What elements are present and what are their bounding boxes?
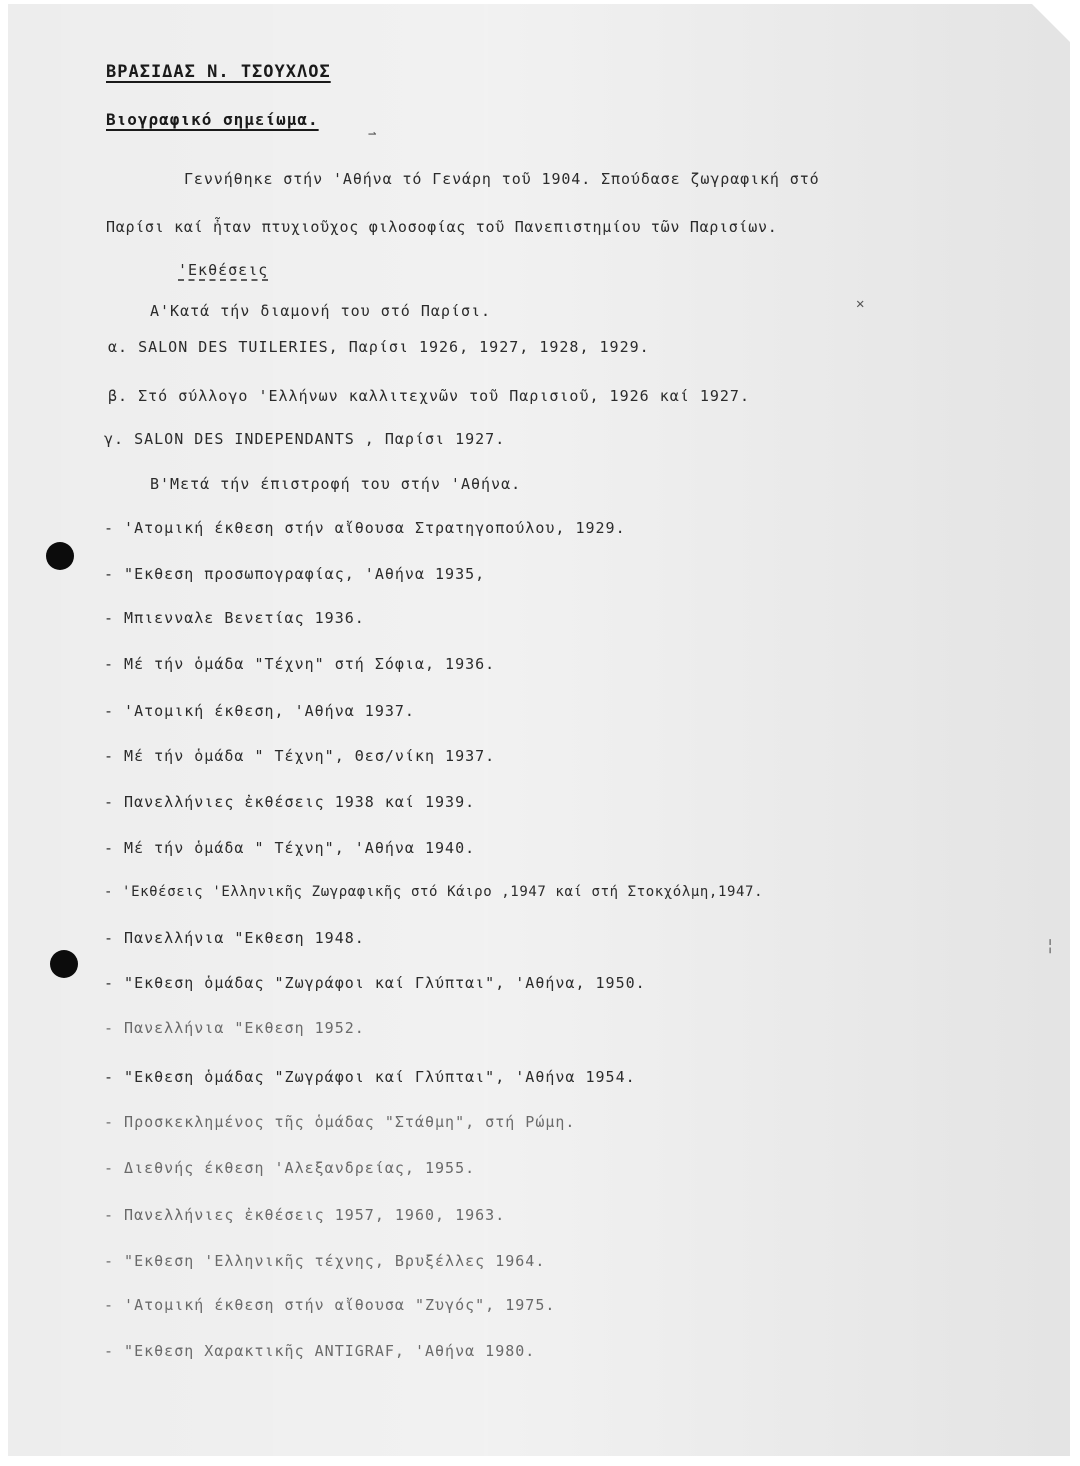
exhibition-item: - Πανελλήνια "Εκθεση 1952. — [104, 1019, 365, 1037]
section-a-heading: Α'Κατά τήν διαμονή του στό Παρίσι. — [150, 302, 492, 320]
exhibition-item: - "Εκθεση Χαρακτικῆς ANTIGRAF, 'Αθήνα 1980. — [104, 1342, 536, 1360]
exhibition-item: - "Εκθεση ὁμάδας "Ζωγράφοι καί Γλύπται", 'Αθήνα 1954. — [104, 1068, 636, 1086]
exhibition-item: - Μέ τήν ὁμάδα "Τέχνη" στή Σόφια, 1936. — [104, 655, 496, 673]
exhibition-item: - Διεθνής έκθεση 'Αλεξανδρείας, 1955. — [104, 1159, 476, 1177]
document-page — [8, 4, 1070, 1456]
bio-line-2: Παρίσι καί ἦταν πτυχιοῦχος φιλοσοφίας τοῦ Πανεπιστημίου τῶν Παρισίων. — [106, 218, 778, 236]
section-a-item: α. SALON DES TUILERIES, Παρίσι 1926, 1927, 1928, 1929. — [108, 338, 650, 356]
pen-mark: ╎ — [1046, 939, 1055, 955]
exhibition-item: - "Εκθεση 'Ελληνικῆς τέχνης, Βρυξέλλες 1964. — [104, 1252, 546, 1270]
pen-mark: ⇀ — [368, 126, 377, 142]
section-b-heading: Β'Μετά τήν έπιστροφή του στήν 'Αθήνα. — [150, 475, 522, 493]
exhibition-item: - 'Ατομική έκθεση, 'Αθήνα 1937. — [104, 702, 415, 720]
exhibition-item: - "Εκθεση προσωπογραφίας, 'Αθήνα 1935, — [104, 565, 486, 583]
section-a-item: β. Στό σύλλογο 'Ελλήνων καλλιτεχνῶν τοῦ Παρισιοῦ, 1926 καί 1927. — [108, 387, 750, 405]
exhibition-item: - 'Εκθέσεις 'Ελληνικῆς Ζωγραφικῆς στό Κάιρο ,1947 καί στή Στοκχόλμη,1947. — [104, 884, 764, 900]
exhibition-item: - "Εκθεση ὁμάδας "Ζωγράφοι καί Γλύπται", 'Αθήνα, 1950. — [104, 974, 646, 992]
exhibitions-heading: 'Εκθέσεις — [178, 261, 269, 279]
exhibition-item: - 'Ατομική έκθεση στήν αἴθουσα "Ζυγός", 1975. — [104, 1296, 556, 1314]
exhibition-item: - 'Ατομική έκθεση στήν αἴθουσα Στρατηγοπούλου, 1929. — [104, 519, 626, 537]
author-name: ΒΡΑΣΙΔΑΣ Ν. ΤΣΟΥΧΛΟΣ — [106, 62, 331, 82]
folded-corner — [1032, 4, 1070, 42]
section-a-item: γ. SALON DES INDEPENDANTS , Παρίσι 1927. — [104, 430, 506, 448]
exhibition-item: - Μπιενναλε Βενετίας 1936. — [104, 609, 365, 627]
pen-mark: ✕ — [856, 296, 865, 312]
punch-hole — [46, 542, 74, 570]
exhibition-item: - Πανελλήνιες ἐκθέσεις 1957, 1960, 1963. — [104, 1206, 506, 1224]
document-subtitle: Βιογραφικό σημείωμα. — [106, 110, 319, 129]
exhibition-item: - Πανελλήνιες ἐκθέσεις 1938 καί 1939. — [104, 793, 476, 811]
exhibition-item: - Πανελλήνια "Εκθεση 1948. — [104, 929, 365, 947]
exhibition-item: - Προσκεκλημένος τῆς ὁμάδας "Στάθμη", στή Ρώμη. — [104, 1113, 576, 1131]
exhibition-item: - Μέ τήν ὁμάδα " Τέχνη", 'Αθήνα 1940. — [104, 839, 476, 857]
exhibition-item: - Μέ τήν ὁμάδα " Τέχνη", Θεσ/νίκη 1937. — [104, 747, 496, 765]
bio-line-1: Γεννήθηκε στήν 'Αθήνα τό Γενάρη τοῦ 1904. Σπούδασε ζωγραφική στό — [184, 170, 820, 188]
punch-hole — [50, 950, 78, 978]
